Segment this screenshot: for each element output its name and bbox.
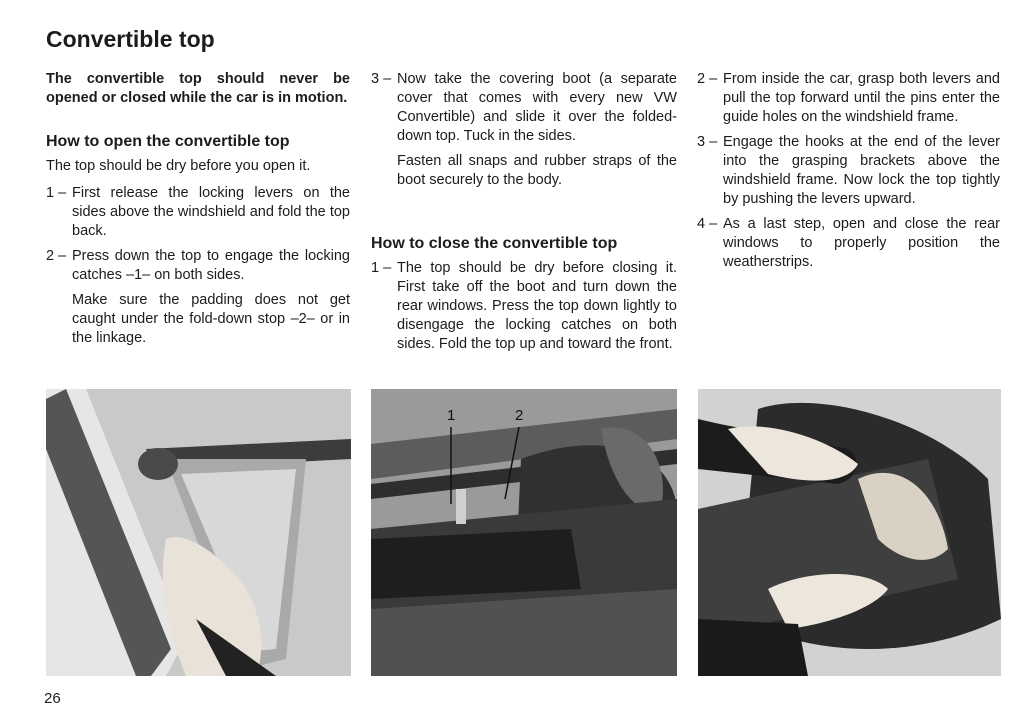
open-step-3 (371, 70, 677, 146)
step-text: Press down the top to engage the locking catches –1– on both sides. (72, 248, 350, 283)
page-title: Convertible top (46, 26, 215, 52)
step-text: The top should be dry before closing it. First take off the boot and turn down the rear windows. Press the top down lightly to disengage the locking catches on both sides. Fold the top up and toward the front. (397, 260, 677, 352)
close-section-heading: How to close the convertible top (371, 235, 618, 252)
photo-covering-boot (698, 389, 1001, 676)
close-step-1 (371, 259, 677, 354)
step-text: First release the locking levers on the sides above the windshield and fold the top back. (72, 185, 350, 239)
column-middle (371, 70, 677, 360)
boot-note: Fasten all snaps and rubber straps of the boot securely to the body. (397, 153, 677, 188)
column-right (697, 70, 1000, 278)
open-step-2 (46, 247, 350, 285)
safety-warning: The convertible top should never be opened or closed while the car is in motion. (46, 71, 350, 106)
step-number: 2 – (697, 71, 718, 87)
step-text: Now take the covering boot (a separate cover that comes with every new VW Convertible) and slide it over the folded-down top. Tuck in the sides. (397, 71, 677, 144)
padding-note: Make sure the padding does not get caught under the fold-down stop –2– or in the linkage. (72, 292, 350, 346)
photo-folded-top (371, 389, 677, 676)
step-number: 3 – (371, 71, 392, 87)
open-section-heading: How to open the convertible top (46, 133, 290, 150)
photo-release-lever (46, 389, 351, 676)
step-text: Engage the hooks at the end of the lever into the grasping brackets above the windshield frame. Now lock the top tightly by pushing the levers upward. (723, 134, 1000, 207)
step-number: 4 – (697, 216, 718, 232)
step-number: 3 – (697, 134, 718, 150)
callout-locking-catch: 1 (447, 407, 456, 424)
close-step-3 (697, 133, 1000, 209)
step-number: 2 – (46, 248, 67, 264)
open-intro: The top should be dry before you open it. (46, 158, 311, 174)
step-text: From inside the car, grasp both levers and pull the top forward until the pins enter the guide holes on the windshield frame. (723, 71, 1000, 125)
step-number: 1 – (371, 260, 392, 276)
step-number: 1 – (46, 185, 67, 201)
close-step-2 (697, 70, 1000, 127)
callout-fold-down-stop: 2 (515, 407, 524, 424)
open-step-1 (46, 184, 350, 241)
close-step-4 (697, 215, 1000, 272)
step-text: As a last step, open and close the rear windows to properly position the weatherstrips. (723, 216, 1000, 270)
page-number: 26 (44, 690, 61, 707)
column-left (46, 70, 350, 356)
